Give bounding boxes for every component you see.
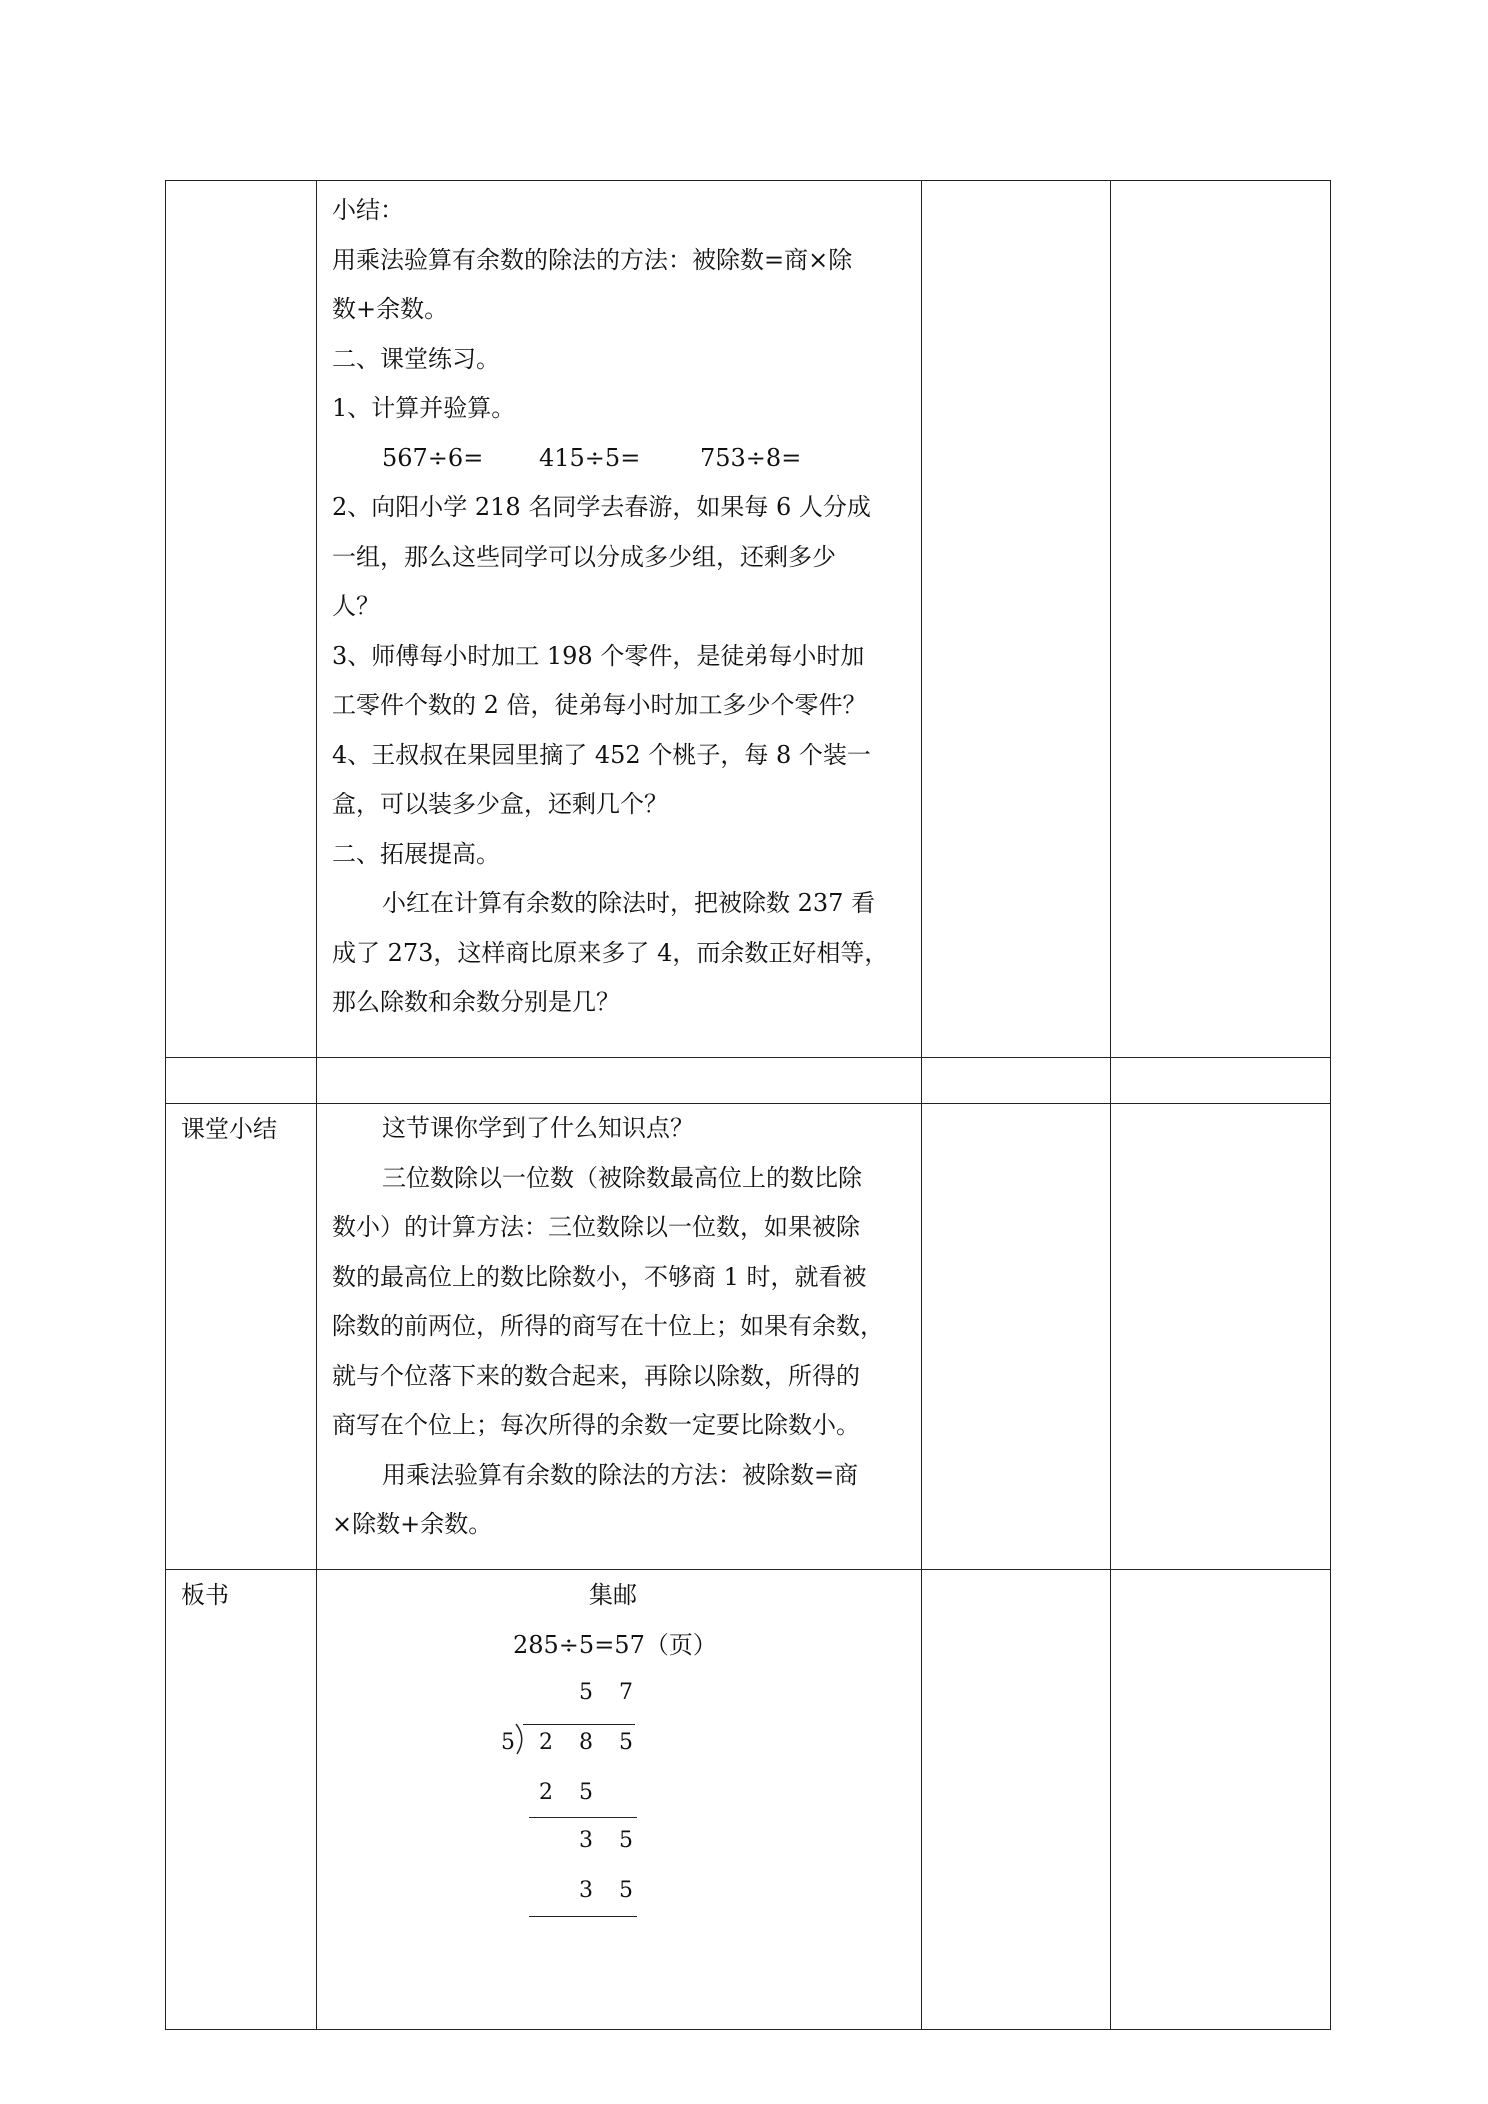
- step-digit: 3: [579, 1828, 593, 1853]
- content-line: 4、王叔叔在果园里摘了 452 个桃子，每 8 个装一: [332, 740, 871, 769]
- step-digit: 3: [579, 1878, 593, 1903]
- content-line: 一组，那么这些同学可以分成多少组，还剩多少: [332, 542, 836, 571]
- empty-cell: [1111, 1058, 1331, 1104]
- exercise-heading: 1、计算并验算。: [332, 394, 516, 422]
- empty-cell: [166, 1058, 317, 1104]
- step-digit: 5: [619, 1828, 633, 1853]
- content-line: 成了 273，这样商比原来多了 4，而余数正好相等，: [332, 938, 889, 967]
- step-digit: 5: [619, 1878, 633, 1903]
- section-heading: 二、拓展提高。: [332, 839, 500, 868]
- summary-line: 除数的前两位，所得的商写在十位上；如果有余数，: [332, 1312, 884, 1340]
- empty-cell: [317, 1058, 922, 1104]
- summary-line: 数的最高位上的数比除数小，不够商 1 时，就看被: [332, 1262, 867, 1291]
- content-line: 数+余数。: [332, 295, 449, 323]
- summary-line: ×除数+余数。: [332, 1510, 493, 1538]
- content-line: 那么除数和余数分别是几？: [332, 988, 620, 1016]
- summary-line: 用乘法验算有余数的除法的方法：被除数=商: [382, 1460, 859, 1489]
- empty-cell: [1111, 1570, 1331, 2030]
- content-line: 用乘法验算有余数的除法的方法：被除数=商×除: [332, 245, 853, 274]
- practice-content-cell: [317, 181, 922, 1058]
- exercise-equations: [332, 434, 907, 484]
- content-line: 工零件个数的 2 倍，徒弟每小时加工多少个零件？: [332, 691, 867, 719]
- empty-cell: [922, 1570, 1111, 2030]
- step-digit: 5: [579, 1780, 593, 1805]
- content-line: 2、向阳小学 218 名同学去春游，如果每 6 人分成: [332, 493, 871, 521]
- content-line: 3、师傅每小时加工 198 个零件，是徒弟每小时加: [332, 641, 865, 670]
- empty-cell: [1111, 1104, 1331, 1570]
- summary-line: 这节课你学到了什么知识点？: [382, 1114, 694, 1142]
- practice-row: [166, 181, 1331, 1058]
- class-summary-content-cell: [317, 1104, 922, 1570]
- summary-line: 三位数除以一位数（被除数最高位上的数比除: [382, 1163, 862, 1192]
- empty-cell: [1111, 181, 1331, 1058]
- subtraction-line: [529, 1916, 637, 1917]
- board-title: 集邮: [589, 1581, 637, 1609]
- divisor-digit: 5: [501, 1730, 515, 1755]
- division-bar: [523, 1724, 635, 1725]
- quotient-digit: 7: [619, 1680, 633, 1705]
- class-summary-label-cell: [166, 1104, 317, 1570]
- blackboard-design: [317, 1570, 921, 2028]
- practice-label-cell: [166, 181, 317, 1058]
- dividend-digit: 5: [619, 1730, 633, 1755]
- class-summary-label: 课堂小结: [181, 1115, 277, 1143]
- step-digit: 2: [539, 1780, 553, 1805]
- empty-row: [166, 1058, 1331, 1104]
- quotient-digit: 5: [579, 1680, 593, 1705]
- lesson-plan-table: [165, 180, 1331, 2030]
- equation: 415÷5=: [539, 443, 641, 472]
- dividend-digit: 8: [579, 1730, 593, 1755]
- dividend-digit: 2: [539, 1730, 553, 1755]
- empty-cell: [922, 1058, 1111, 1104]
- summary-heading: 小结：: [332, 196, 404, 224]
- summary-line: 数小）的计算方法：三位数除以一位数，如果被除: [332, 1213, 860, 1241]
- equation: 753÷8=: [700, 443, 802, 472]
- content-line: 人？: [332, 592, 380, 620]
- board-equation: 285÷5=57（页）: [513, 1631, 717, 1659]
- empty-cell: [922, 1104, 1111, 1570]
- content-line: 盒，可以装多少盒，还剩几个？: [332, 790, 668, 818]
- subtraction-line: [529, 1817, 637, 1818]
- section-heading: 二、课堂练习。: [332, 344, 500, 373]
- content-line: 小红在计算有余数的除法时，把被除数 237 看: [382, 889, 876, 917]
- empty-cell: [922, 181, 1111, 1058]
- blackboard-content-cell: [317, 1570, 922, 2030]
- equation: 567÷6=: [382, 443, 484, 472]
- summary-line: 商写在个位上；每次所得的余数一定要比除数小。: [332, 1411, 860, 1439]
- blackboard-label-cell: [166, 1570, 317, 2030]
- blackboard-label: 板书: [181, 1581, 229, 1609]
- blackboard-row: [166, 1570, 1331, 2030]
- class-summary-row: [166, 1104, 1331, 1570]
- long-division-bracket: [513, 1722, 533, 1758]
- summary-line: 就与个位落下来的数合起来，再除以除数，所得的: [332, 1361, 860, 1390]
